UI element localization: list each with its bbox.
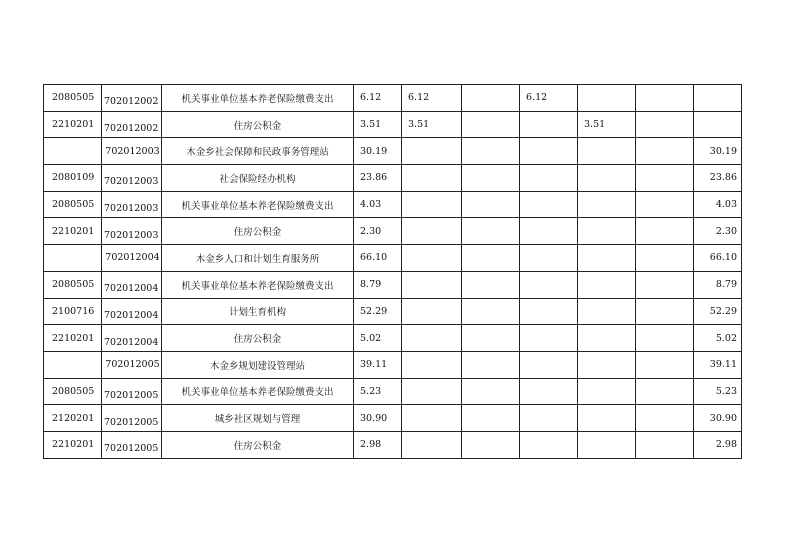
amount-cell-c6 — [462, 191, 520, 218]
amount-cell-c6 — [462, 325, 520, 352]
function-code-cell: 2080505 — [44, 191, 102, 218]
amount-cell-c7 — [520, 138, 578, 165]
amount-cell-c10: 30.19 — [694, 138, 742, 165]
amount-cell-c10: 2.30 — [694, 218, 742, 245]
table-body — [44, 85, 742, 459]
amount-cell-basic — [402, 218, 462, 245]
amount-cell-c6 — [462, 405, 520, 432]
amount-cell-total: 30.19 — [354, 138, 402, 165]
item-name-cell: 住房公积金 — [162, 111, 354, 138]
amount-cell-basic — [402, 271, 462, 298]
amount-cell-c7 — [520, 218, 578, 245]
table-row — [44, 245, 742, 272]
unit-code-cell — [102, 111, 162, 138]
unit-code-text: 702012004 — [105, 252, 160, 264]
unit-code-text: 702012004 — [104, 336, 159, 348]
unit-code-cell — [102, 191, 162, 218]
function-code-cell: 2210201 — [44, 111, 102, 138]
amount-cell-total: 3.51 — [354, 111, 402, 138]
unit-code-cell — [102, 138, 162, 165]
unit-code-text: 702012003 — [105, 145, 160, 157]
unit-code-cell — [102, 271, 162, 298]
amount-cell-c10: 30.90 — [694, 405, 742, 432]
unit-code-cell — [102, 85, 162, 112]
amount-cell-basic — [402, 245, 462, 272]
unit-code-text: 702012005 — [104, 389, 159, 401]
amount-cell-c8 — [578, 191, 636, 218]
amount-cell-c9 — [636, 325, 694, 352]
amount-cell-c7 — [520, 431, 578, 458]
amount-cell-total: 2.98 — [354, 431, 402, 458]
amount-cell-c8 — [578, 298, 636, 325]
amount-cell-c10: 8.79 — [694, 271, 742, 298]
item-name-cell: 城乡社区规划与管理 — [162, 405, 354, 432]
amount-cell-total: 23.86 — [354, 165, 402, 192]
table-row — [44, 191, 742, 218]
amount-cell-c6 — [462, 85, 520, 112]
unit-code-cell — [102, 245, 162, 272]
table-row — [44, 85, 742, 112]
amount-cell-c9 — [636, 85, 694, 112]
table-row — [44, 165, 742, 192]
unit-code-text: 702012002 — [104, 96, 159, 108]
amount-cell-c6 — [462, 271, 520, 298]
amount-cell-basic: 6.12 — [402, 85, 462, 112]
amount-cell-c8 — [578, 351, 636, 378]
amount-cell-c7 — [520, 191, 578, 218]
item-name-cell: 木金乡社会保障和民政事务管理站 — [162, 138, 354, 165]
unit-code-text: 702012004 — [104, 309, 159, 321]
amount-cell-total: 2.30 — [354, 218, 402, 245]
amount-cell-c6 — [462, 218, 520, 245]
unit-code-cell — [102, 351, 162, 378]
amount-cell-c10: 2.98 — [694, 431, 742, 458]
amount-cell-c9 — [636, 405, 694, 432]
amount-cell-c7 — [520, 298, 578, 325]
amount-cell-c9 — [636, 218, 694, 245]
unit-code-text: 702012002 — [104, 123, 159, 135]
unit-code-text: 702012005 — [104, 416, 159, 428]
amount-cell-c9 — [636, 351, 694, 378]
amount-cell-c10 — [694, 111, 742, 138]
amount-cell-basic — [402, 351, 462, 378]
function-code-cell — [44, 138, 102, 165]
amount-cell-c7 — [520, 271, 578, 298]
amount-cell-c8 — [578, 245, 636, 272]
item-name-cell: 住房公积金 — [162, 218, 354, 245]
unit-code-cell — [102, 218, 162, 245]
amount-cell-c10: 52.29 — [694, 298, 742, 325]
amount-cell-c6 — [462, 245, 520, 272]
amount-cell-c8: 3.51 — [578, 111, 636, 138]
item-name-cell: 机关事业单位基本养老保险缴费支出 — [162, 85, 354, 112]
table-row — [44, 325, 742, 352]
amount-cell-c10 — [694, 85, 742, 112]
amount-cell-c8 — [578, 218, 636, 245]
table-row — [44, 431, 742, 458]
budget-table — [43, 84, 742, 459]
table-row — [44, 218, 742, 245]
item-name-cell: 住房公积金 — [162, 325, 354, 352]
amount-cell-c10: 4.03 — [694, 191, 742, 218]
amount-cell-c6 — [462, 138, 520, 165]
amount-cell-c6 — [462, 111, 520, 138]
amount-cell-total: 39.11 — [354, 351, 402, 378]
item-name-cell: 计划生育机构 — [162, 298, 354, 325]
amount-cell-c9 — [636, 298, 694, 325]
amount-cell-total: 5.23 — [354, 378, 402, 405]
unit-code-text: 702012005 — [104, 443, 159, 455]
table-row — [44, 405, 742, 432]
amount-cell-c8 — [578, 378, 636, 405]
function-code-cell: 2080505 — [44, 378, 102, 405]
amount-cell-c10: 5.02 — [694, 325, 742, 352]
unit-code-text: 702012003 — [104, 176, 159, 188]
amount-cell-total: 8.79 — [354, 271, 402, 298]
amount-cell-basic — [402, 431, 462, 458]
amount-cell-c6 — [462, 351, 520, 378]
function-code-cell: 2080505 — [44, 85, 102, 112]
function-code-cell: 2100716 — [44, 298, 102, 325]
amount-cell-basic — [402, 138, 462, 165]
amount-cell-total: 5.02 — [354, 325, 402, 352]
amount-cell-c8 — [578, 405, 636, 432]
amount-cell-c10: 5.23 — [694, 378, 742, 405]
amount-cell-basic: 3.51 — [402, 111, 462, 138]
amount-cell-c9 — [636, 191, 694, 218]
unit-code-cell — [102, 405, 162, 432]
function-code-cell: 2210201 — [44, 325, 102, 352]
amount-cell-c8 — [578, 85, 636, 112]
table-row — [44, 111, 742, 138]
function-code-cell — [44, 245, 102, 272]
amount-cell-total: 4.03 — [354, 191, 402, 218]
amount-cell-c9 — [636, 431, 694, 458]
amount-cell-c9 — [636, 111, 694, 138]
table-row — [44, 351, 742, 378]
amount-cell-c8 — [578, 138, 636, 165]
amount-cell-total: 66.10 — [354, 245, 402, 272]
amount-cell-basic — [402, 325, 462, 352]
function-code-cell — [44, 351, 102, 378]
table-row — [44, 378, 742, 405]
table-row — [44, 298, 742, 325]
table-row — [44, 138, 742, 165]
amount-cell-c8 — [578, 165, 636, 192]
unit-code-text: 702012005 — [105, 359, 160, 371]
unit-code-cell — [102, 165, 162, 192]
function-code-cell: 2210201 — [44, 218, 102, 245]
unit-code-cell — [102, 298, 162, 325]
amount-cell-c7 — [520, 378, 578, 405]
amount-cell-c8 — [578, 271, 636, 298]
amount-cell-total: 30.90 — [354, 405, 402, 432]
function-code-cell: 2210201 — [44, 431, 102, 458]
amount-cell-c9 — [636, 245, 694, 272]
unit-code-cell — [102, 378, 162, 405]
amount-cell-c10: 39.11 — [694, 351, 742, 378]
unit-code-cell — [102, 325, 162, 352]
amount-cell-c9 — [636, 138, 694, 165]
amount-cell-basic — [402, 298, 462, 325]
amount-cell-c8 — [578, 325, 636, 352]
amount-cell-c9 — [636, 165, 694, 192]
amount-cell-c7 — [520, 165, 578, 192]
item-name-cell: 机关事业单位基本养老保险缴费支出 — [162, 378, 354, 405]
amount-cell-basic — [402, 191, 462, 218]
amount-cell-c7: 6.12 — [520, 85, 578, 112]
item-name-cell: 机关事业单位基本养老保险缴费支出 — [162, 271, 354, 298]
unit-code-text: 702012003 — [104, 203, 159, 215]
function-code-cell: 2120201 — [44, 405, 102, 432]
amount-cell-c8 — [578, 431, 636, 458]
amount-cell-c9 — [636, 271, 694, 298]
amount-cell-c10: 23.86 — [694, 165, 742, 192]
item-name-cell: 木金乡人口和计划生育服务所 — [162, 245, 354, 272]
amount-cell-basic — [402, 165, 462, 192]
amount-cell-c7 — [520, 245, 578, 272]
amount-cell-total: 52.29 — [354, 298, 402, 325]
amount-cell-c10: 66.10 — [694, 245, 742, 272]
amount-cell-c6 — [462, 378, 520, 405]
amount-cell-c6 — [462, 298, 520, 325]
item-name-cell: 木金乡规划建设管理站 — [162, 351, 354, 378]
amount-cell-c7 — [520, 325, 578, 352]
unit-code-text: 702012003 — [104, 229, 159, 241]
table-row — [44, 271, 742, 298]
function-code-cell: 2080505 — [44, 271, 102, 298]
unit-code-cell — [102, 431, 162, 458]
amount-cell-basic — [402, 378, 462, 405]
item-name-cell: 住房公积金 — [162, 431, 354, 458]
item-name-cell: 机关事业单位基本养老保险缴费支出 — [162, 191, 354, 218]
unit-code-text: 702012004 — [104, 283, 159, 295]
amount-cell-c7 — [520, 405, 578, 432]
amount-cell-c6 — [462, 431, 520, 458]
amount-cell-c6 — [462, 165, 520, 192]
amount-cell-c9 — [636, 378, 694, 405]
item-name-cell: 社会保险经办机构 — [162, 165, 354, 192]
amount-cell-c7 — [520, 111, 578, 138]
amount-cell-total: 6.12 — [354, 85, 402, 112]
function-code-cell: 2080109 — [44, 165, 102, 192]
amount-cell-basic — [402, 405, 462, 432]
amount-cell-c7 — [520, 351, 578, 378]
